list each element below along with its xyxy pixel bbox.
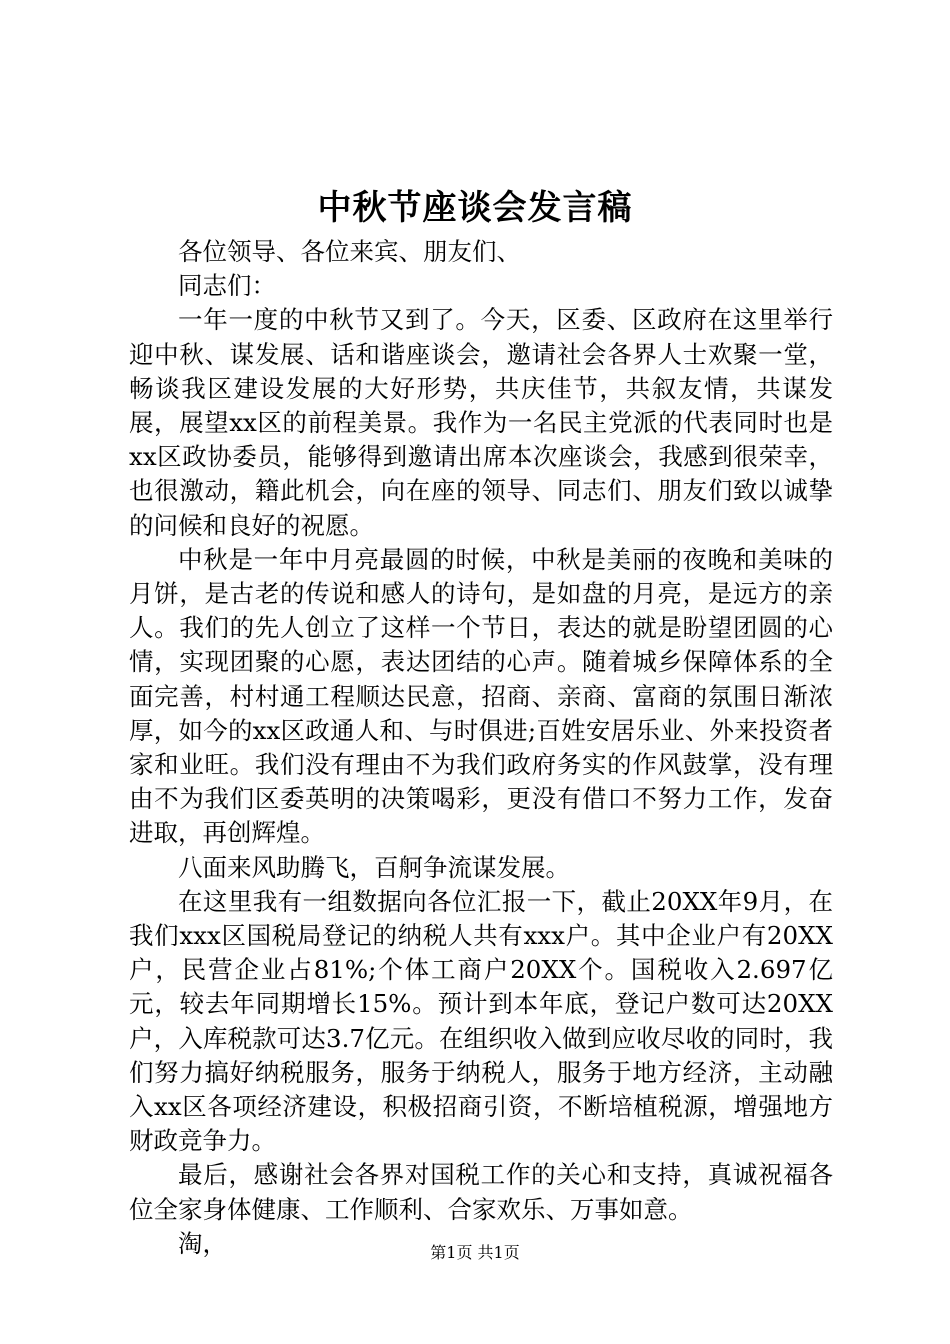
body-paragraph-6: 淘，	[178, 1228, 227, 1258]
document-title: 中秋节座谈会发言稿	[317, 188, 633, 228]
body-paragraph-3: 八面来风助腾飞，百舸争流谋发展。	[178, 852, 570, 882]
salutation-line-1: 各位领导、各位来宾、朋友们、	[178, 237, 521, 266]
document-body	[129, 235, 833, 1261]
salutation-line-2: 同志们：	[178, 271, 276, 301]
body-paragraph-4: 在这里我有一组数据向各位汇报一下，截止20XX年9月，在我们xxx区国税局登记的纳税人共有xxx户。其中企业户有20XX户，民营企业占81%;个体工商户20XX个。国税收入2.697亿元，较去年同期增长15%。预计到本年底，登记户数可达20XX户，入库税款可达3.7亿元。在组织收入做到应收尽收的同时，我们努力搞好纳税服务，服务于纳税人，服务于地方经济，主动融入xx区各项经济建设，积极招商引资，不断培植税源，增强地方财政竞争力。	[129, 886, 833, 1156]
page-footer: 第1页 共1页	[430, 1243, 520, 1262]
body-paragraph-1: 一年一度的中秋节又到了。今天，区委、区政府在这里举行迎中秋、谋发展、话和谐座谈会，邀请社会各界人士欢聚一堂，畅谈我区建设发展的大好形势，共庆佳节，共叙友情，共谋发展，展望xx区的前程美景。我作为一名民主党派的代表同时也是xx区政协委员，能够得到邀请出席本次座谈会，我感到很荣幸，也很激动，籍此机会，向在座的领导、同志们、朋友们致以诚挚的问候和良好的祝愿。	[129, 305, 833, 540]
body-paragraph-5: 最后，感谢社会各界对国税工作的关心和支持，真诚祝福各位全家身体健康、工作顺利、合家欢乐、万事如意。	[129, 1160, 833, 1224]
body-paragraph-2: 中秋是一年中月亮最圆的时候，中秋是美丽的夜晚和美味的月饼，是古老的传说和感人的诗句，是如盘的月亮，是远方的亲人。我们的先人创立了这样一个节日，表达的就是盼望团圆的心情，实现团聚的心愿，表达团结的心声。随着城乡保障体系的全面完善，村村通工程顺达民意，招商、亲商、富商的氛围日渐浓厚，如今的xx区政通人和、与时俱进;百姓安居乐业、外来投资者家和业旺。我们没有理由不为我们政府务实的作风鼓掌，没有理由不为我们区委英明的决策喝彩，更没有借口不努力工作，发奋进取，再创辉煌。	[129, 544, 833, 848]
